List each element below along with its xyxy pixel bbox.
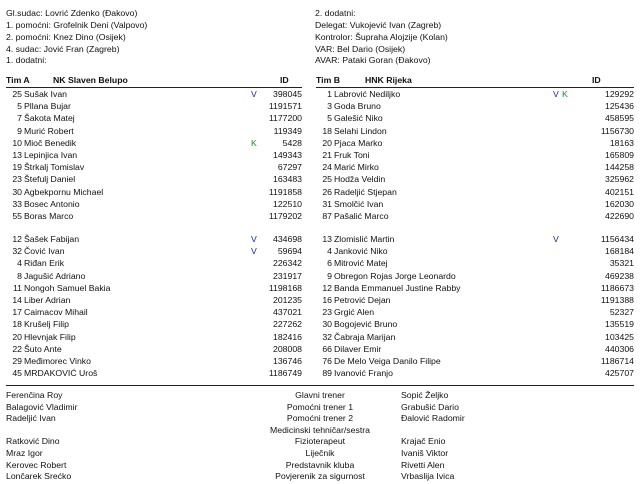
player-number: 76 [322,356,332,366]
player-id: 129292 [605,89,634,99]
player-id: 162030 [605,198,634,209]
player-name: Međimorec Vinko [24,356,91,366]
staff-role: Pomoćni trener 2 [286,413,354,424]
team-b-divider [316,87,634,88]
official-var: VAR: Bel Dario (Osijek) [315,44,406,54]
player-id: 119349 [273,125,302,136]
player-id: 422690 [605,211,634,221]
player-name: Boras Marco [24,211,74,221]
player-id: 201235 [273,295,302,305]
player-name: De Melo Veiga Danilo Filipe [334,356,441,366]
player-number: 17 [12,307,22,318]
player-number: 14 [12,295,22,305]
player-id: 1177200 [268,113,302,124]
player-id: 52327 [609,307,634,318]
player-id: 144258 [605,162,634,173]
official-head-referee: Gl.sudac: Lovrić Zdenko (Đakovo) [6,8,138,18]
player-name: Čović Ivan [24,246,65,257]
team-b-label: Tim B [316,75,340,85]
staff-team-a: Ferenčina Roy [6,390,63,400]
official-assistant-2: 2. pomoćni: Knez Dino (Osijek) [6,32,126,42]
player-number: 26 [322,186,332,197]
goalkeeper-mark: V [553,89,559,99]
player-id: 122510 [273,198,302,209]
player-id: 149343 [273,150,302,160]
player-name: Marić Mirko [334,162,379,173]
player-number: 12 [12,234,22,244]
player-name: Šašek Fabijan [24,234,80,244]
player-number: 10 [12,137,22,148]
staff-role: Pomoćni trener 1 [286,401,354,412]
staff-team-a: Radeljić Ivan [6,413,56,424]
player-number: 16 [322,295,332,305]
goalkeeper-mark: V [251,89,257,99]
player-number: 55 [12,211,22,221]
player-id: 1198168 [268,282,302,293]
player-name: Banda Emmanuel Justine Rabby [334,282,461,293]
player-number: 23 [12,174,22,185]
player-name: Radeljić Stjepan [334,186,397,197]
player-name: Selahi Lindon [334,125,387,136]
player-id: 402151 [605,186,634,197]
official-delegate: Delegat: Vukojević Ivan (Zagreb) [315,20,442,30]
player-id: 168184 [605,246,634,257]
player-number: 8 [17,270,22,281]
player-name: Bogojević Bruno [334,319,398,330]
player-number: 23 [322,307,332,318]
player-id: 398045 [273,89,302,99]
player-number: 18 [322,125,332,136]
player-name: Štrkalj Tomislav [24,162,85,173]
player-number: 13 [12,150,22,160]
team-a-label: Tim A [6,75,30,85]
player-number: 3 [327,101,332,112]
player-number: 24 [322,162,332,173]
staff-role: Medicinski tehničar/sestra [270,424,370,435]
official-assistant-1: 1. pomoćni: Grofelnik Deni (Valpovo) [6,20,148,30]
player-id: 163483 [273,174,302,185]
official-controller: Kontrolor: Šupraha Alojzije (Kolan) [315,32,448,42]
player-name: Liber Adrian [24,295,71,305]
player-id: 5428 [282,137,302,148]
player-number: 18 [12,319,22,330]
player-number: 9 [327,270,332,281]
player-number: 1 [327,89,332,99]
player-number: 13 [322,234,332,244]
player-name: Mioč Benedik [24,137,77,148]
player-number: 30 [322,319,332,330]
player-id: 434698 [273,234,302,244]
player-id: 437021 [273,307,302,318]
player-number: 22 [12,343,22,354]
player-number: 45 [12,368,22,379]
player-number: 87 [322,211,332,221]
staff-team-b: Rivetti Alen [401,459,445,470]
player-name: Pašalić Marco [334,211,389,221]
captain-mark: K [251,137,257,148]
player-id: 165809 [605,150,634,160]
staff-team-a: Ratković Dino [6,436,60,447]
player-name: Pllana Bujar [24,101,71,112]
staff-team-b: Ivaniš Viktor [401,448,449,458]
player-name: Pjaca Marko [334,137,383,148]
player-id: 59694 [277,246,302,257]
player-id: 1186673 [600,282,634,293]
player-number: 20 [12,331,22,342]
staff-team-b: Krajač Enio [401,436,446,447]
player-name: Fruk Toni [334,150,370,160]
player-number: 19 [12,162,22,173]
staff-divider [6,385,634,386]
player-id: 440306 [605,343,634,354]
player-id: 458595 [605,113,634,124]
player-id: 67297 [277,162,302,173]
player-name: Murić Robert [24,125,74,136]
staff-role: Liječnik [305,448,335,458]
team-a-divider [6,87,302,88]
player-id: 469238 [605,270,634,281]
goalkeeper-mark: V [251,234,257,244]
goalkeeper-mark: V [553,234,559,244]
player-id: 103425 [605,331,634,342]
player-number: 4 [17,258,22,269]
player-id: 226342 [273,258,302,269]
player-name: Bosec Antonio [24,198,80,209]
player-id: 227262 [273,319,302,330]
player-id: 425707 [605,368,634,379]
official-additional-2: 2. dodatni: [315,8,356,18]
captain-mark: K [562,89,568,99]
player-number: 9 [17,125,22,136]
player-number: 33 [12,198,22,209]
player-name: Hlevnjak Filip [24,331,76,342]
player-name: Lepinjica Ivan [24,150,78,160]
player-name: Goda Bruno [334,101,381,112]
player-number: 25 [12,89,22,99]
player-number: 31 [322,198,332,209]
player-number: 4 [327,246,332,257]
player-id: 182416 [273,331,302,342]
player-name: Štefulj Daniel [24,174,76,185]
player-name: Caimacov Mihail [24,307,88,318]
player-name: Grgić Alen [334,307,375,318]
player-number: 32 [322,331,332,342]
player-number: 20 [322,137,332,148]
player-name: Ivanović Franjo [334,368,393,379]
player-number: 12 [322,282,332,293]
player-number: 66 [322,343,332,354]
player-name: Hodža Veldin [334,174,386,185]
team-b-id-header: ID [592,75,601,85]
staff-team-b: Sopić Željko [401,390,449,400]
player-name: Obregon Rojas Jorge Leonardo [334,270,456,281]
player-name: MRDAKOVIĆ Uroš [24,368,98,379]
player-name: Šuto Ante [24,343,62,354]
player-id: 1156434 [600,234,634,244]
player-name: Jagušić Adriano [24,270,86,281]
player-number: 5 [17,101,22,112]
player-number: 7 [17,113,22,124]
official-avar: AVAR: Pataki Goran (Đakovo) [315,55,431,65]
player-id: 1156730 [600,125,634,136]
staff-team-b: Vrbaslija Ivica [401,471,455,482]
staff-role: Povjerenik za sigurnost [275,471,365,482]
player-name: Nongoh Samuel Bakia [24,282,111,293]
player-id: 18163 [609,137,634,148]
staff-team-a: Mraz Igor [6,448,43,458]
player-name: Smolčić Ivan [334,198,384,209]
staff-role: Glavni trener [295,390,345,400]
player-id: 125436 [605,101,634,112]
player-name: Čabraja Marijan [334,331,396,342]
player-id: 1186714 [600,356,634,366]
player-id: 1191388 [600,295,634,305]
player-number: 5 [327,113,332,124]
player-name: Riđan Erik [24,258,65,269]
player-id: 1191858 [268,186,302,197]
player-id: 135519 [605,319,634,330]
player-name: Mitrović Matej [334,258,388,269]
staff-team-a: Kerovec Robert [6,459,67,470]
player-id: 231917 [273,270,302,281]
player-name: Zlomislić Martin [334,234,395,244]
player-id: 1186749 [268,368,302,379]
player-number: 6 [327,258,332,269]
team-b-name: HNK Rijeka [365,75,412,85]
player-id: 325962 [605,174,634,185]
goalkeeper-mark: V [251,246,257,257]
player-name: Sušak Ivan [24,89,67,99]
official-additional-1: 1. dodatni: [6,55,47,65]
staff-team-b: Grabušić Dario [401,401,459,412]
staff-team-b: Đalović Radomir [401,413,465,424]
player-number: 25 [322,174,332,185]
player-id: 1191571 [268,101,302,112]
player-number: 29 [12,356,22,366]
player-id: 136746 [273,356,302,366]
player-number: 30 [12,186,22,197]
player-number: 32 [12,246,22,257]
staff-team-a: Balagović Vladimir [6,401,78,412]
player-id: 35321 [609,258,634,269]
player-name: Agbekpornu Michael [24,186,104,197]
player-number: 21 [322,150,332,160]
staff-role: Predstavnik kluba [285,459,355,470]
team-a-name: NK Slaven Belupo [53,75,128,85]
player-id: 1179202 [268,211,302,221]
staff-team-a: Lončarek Srećko [6,471,72,482]
player-name: Labrović Nediljko [334,89,401,99]
player-name: Krušelj Filip [24,319,69,330]
player-name: Janković Niko [334,246,388,257]
player-name: Dilaver Emir [334,343,382,354]
official-fourth-referee: 4. sudac: Jović Fran (Zagreb) [6,44,120,54]
staff-role: Fizioterapeut [294,436,346,447]
player-name: Šakota Matej [24,113,75,124]
player-name: Petrović Dejan [334,295,391,305]
player-number: 89 [322,368,332,379]
player-number: 11 [12,282,22,293]
player-id: 208008 [273,343,302,354]
team-a-id-header: ID [280,75,289,85]
player-name: Galešić Niko [334,113,383,124]
